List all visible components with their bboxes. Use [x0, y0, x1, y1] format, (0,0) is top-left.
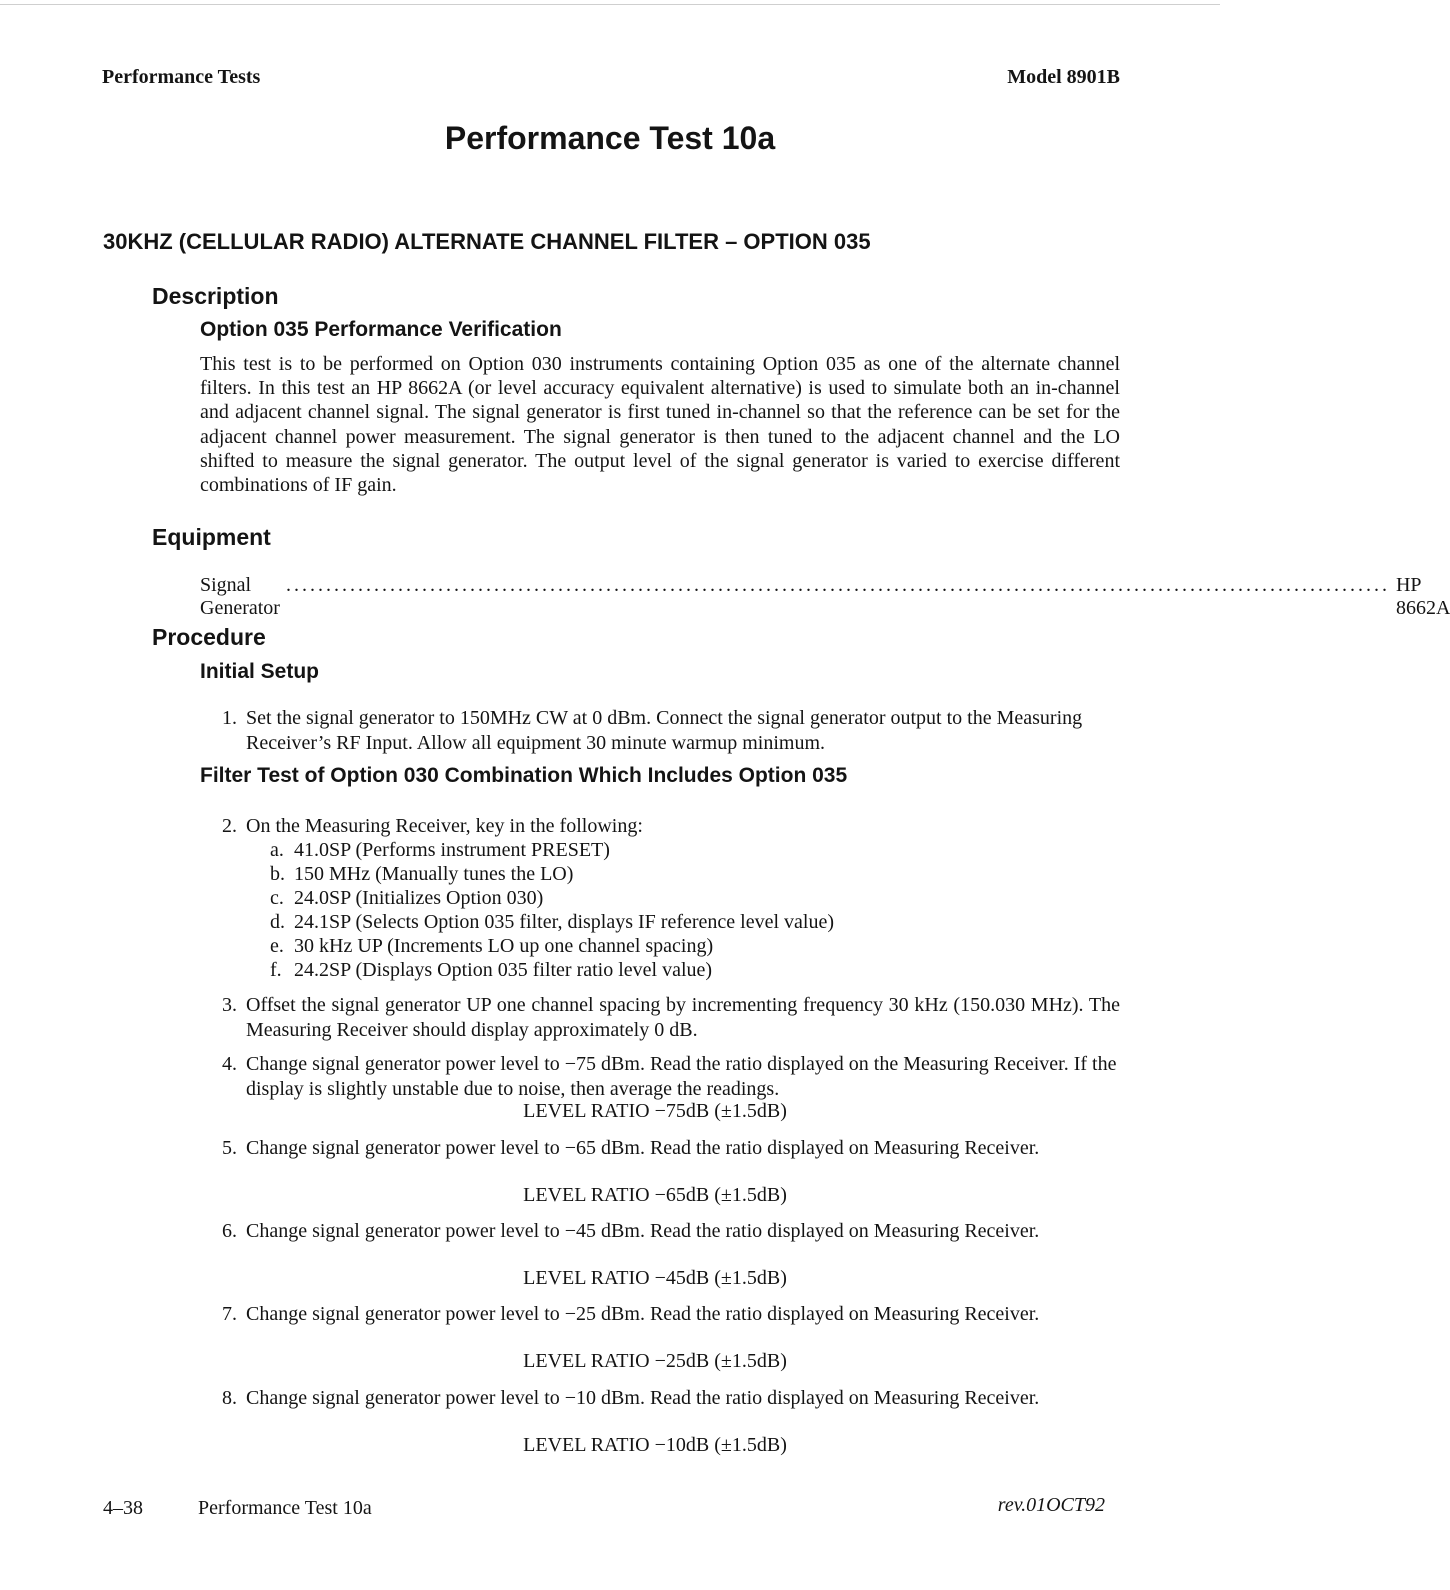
sub-step-letter: a. — [270, 839, 284, 861]
step-number: 6. — [222, 1220, 237, 1242]
sub-step — [270, 958, 712, 983]
procedure-step — [222, 1302, 1120, 1327]
step-number: 4. — [222, 1053, 237, 1075]
filter-test-heading: Filter Test of Option 030 Combination Which Includes Option 035 — [200, 764, 848, 787]
sub-step-text: 24.0SP (Initializes Option 030) — [294, 887, 544, 909]
procedure-step — [222, 1136, 1120, 1161]
top-rule — [0, 4, 1220, 5]
step-text: Change signal generator power level to −75 dBm. Read the ratio displayed on the Measuring Receiver. If the display is slightly unstable due to noise, then average the readings. — [246, 1053, 1117, 1100]
sub-step-text: 24.1SP (Selects Option 035 filter, displays IF reference level value) — [294, 911, 834, 933]
equipment-item: Signal Generator — [200, 574, 280, 619]
test-subject-heading: 30KHZ (CELLULAR RADIO) ALTERNATE CHANNEL FILTER – OPTION 035 — [103, 229, 871, 254]
sub-step-letter: d. — [270, 911, 285, 933]
step-number: 7. — [222, 1303, 237, 1325]
sub-step-letter: e. — [270, 935, 284, 957]
footer-title: Performance Test 10a — [198, 1497, 372, 1519]
level-ratio-spec: LEVEL RATIO −10dB (±1.5dB) — [523, 1434, 787, 1456]
sub-step-letter: b. — [270, 863, 285, 885]
sub-step-text: 30 kHz UP (Increments LO up one channel spacing) — [294, 935, 714, 957]
step-text: On the Measuring Receiver, key in the following: — [246, 815, 643, 837]
procedure-step — [222, 814, 1120, 839]
description-heading: Description — [152, 283, 279, 309]
sub-step-text: 150 MHz (Manually tunes the LO) — [294, 863, 574, 885]
step-number: 5. — [222, 1137, 237, 1159]
description-paragraph: This test is to be performed on Option 030 instruments containing Option 035 as one of the alternate channel filters. In this test an HP 8662A (or level accuracy equivalent alternative) is used to simulate both an in-channel and adjacent channel signal. The signal generator is first tuned in-channel so that the reference can be set for the adjacent channel power measurement. The signal generator is then tuned to the adjacent channel and the LO shifted to measure the signal generator. The output level of the signal generator is varied to exercise different combinations of IF gain. — [200, 353, 1120, 497]
step-text: Change signal generator power level to −10 dBm. Read the ratio displayed on Measuring Receiver. — [246, 1387, 1040, 1409]
sub-step — [270, 910, 834, 935]
sub-step — [270, 934, 713, 959]
step-number: 8. — [222, 1387, 237, 1409]
equipment-row — [200, 574, 1450, 620]
level-ratio-spec: LEVEL RATIO −75dB (±1.5dB) — [523, 1100, 787, 1122]
step-text: Change signal generator power level to −65 dBm. Read the ratio displayed on Measuring Receiver. — [246, 1137, 1040, 1159]
step-text: Change signal generator power level to −45 dBm. Read the ratio displayed on Measuring Receiver. — [246, 1220, 1040, 1242]
level-ratio-spec: LEVEL RATIO −45dB (±1.5dB) — [523, 1267, 787, 1289]
sub-step-text: 24.2SP (Displays Option 035 filter ratio level value) — [294, 959, 713, 981]
step-text: Change signal generator power level to −25 dBm. Read the ratio displayed on Measuring Receiver. — [246, 1303, 1040, 1325]
procedure-step — [222, 1219, 1120, 1244]
sub-step-letter: f. — [270, 959, 282, 981]
verification-subheading: Option 035 Performance Verification — [200, 318, 562, 341]
step-number: 2. — [222, 815, 237, 837]
footer-revision: rev.01OCT92 — [997, 1494, 1105, 1516]
equipment-model: HP 8662A — [1395, 574, 1450, 619]
level-ratio-spec: LEVEL RATIO −65dB (±1.5dB) — [523, 1184, 787, 1206]
running-header-section: Performance Tests — [102, 66, 261, 88]
initial-setup-heading: Initial Setup — [200, 660, 320, 683]
step-number: 3. — [222, 994, 237, 1016]
running-header-model: Model 8901B — [1007, 66, 1120, 88]
step-number: 1. — [222, 707, 237, 729]
sub-step — [270, 862, 573, 887]
procedure-step — [222, 1386, 1120, 1411]
leader-dots: .......................................................................................................................................... — [285, 574, 1390, 596]
footer-page-number: 4–38 — [103, 1497, 143, 1519]
procedure-step — [222, 1052, 1120, 1101]
sub-step — [270, 886, 543, 911]
sub-step-letter: c. — [270, 887, 284, 909]
step-text: Offset the signal generator UP one channel spacing by incrementing frequency 30 kHz (150.030 MHz). The Measuring Receiver should display approximately 0 dB. — [246, 994, 1120, 1041]
procedure-heading: Procedure — [152, 624, 266, 650]
procedure-step — [222, 706, 1120, 755]
sub-step-text: 41.0SP (Performs instrument PRESET) — [294, 839, 610, 861]
page-title: Performance Test 10a — [444, 120, 776, 156]
equipment-heading: Equipment — [152, 524, 271, 550]
step-text: Set the signal generator to 150MHz CW at 0 dBm. Connect the signal generator output to the Measuring Receiver’s RF Input. Allow all equipment 30 minute warmup minimum. — [246, 707, 1083, 754]
level-ratio-spec: LEVEL RATIO −25dB (±1.5dB) — [523, 1350, 787, 1372]
sub-step — [270, 838, 610, 863]
procedure-step — [222, 993, 1120, 1042]
